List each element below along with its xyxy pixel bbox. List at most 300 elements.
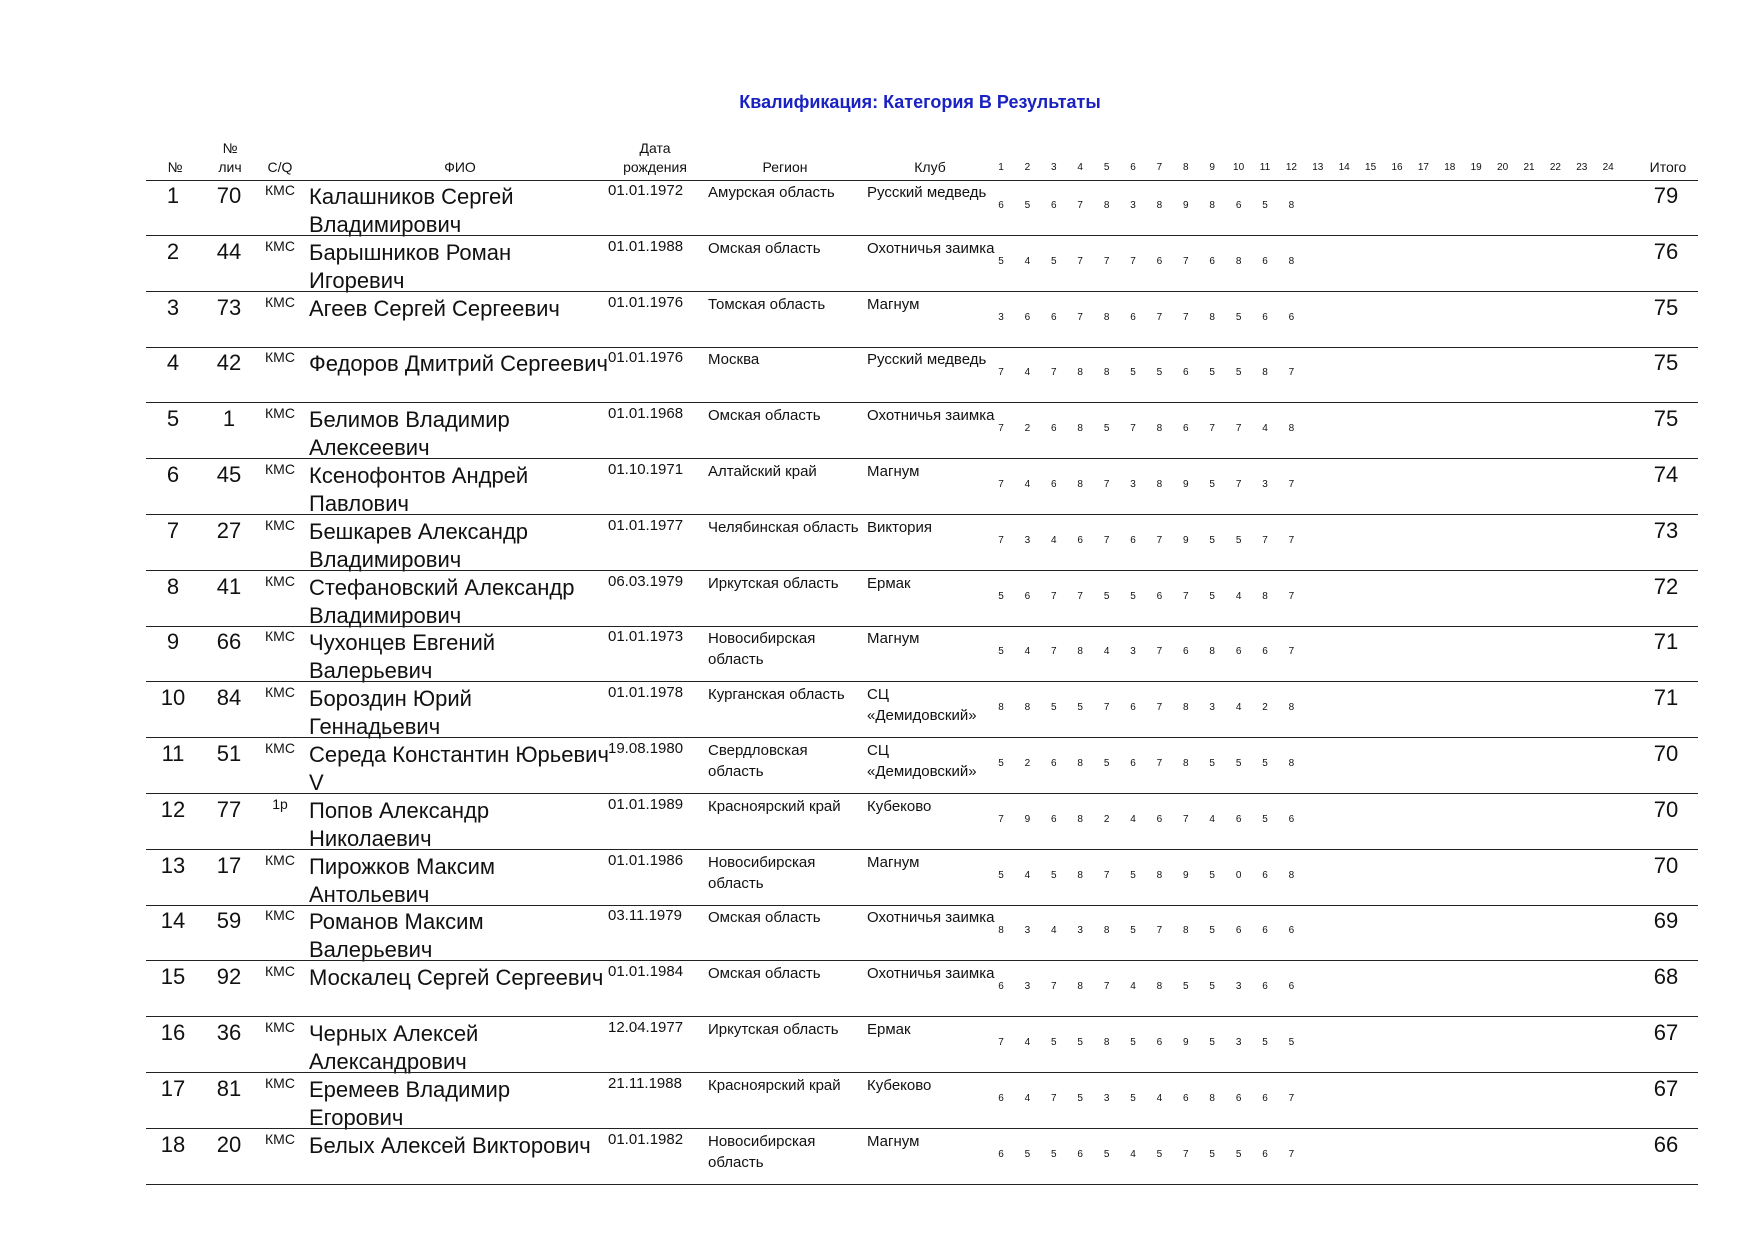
round-score: 5 bbox=[1077, 702, 1083, 714]
round-score: 2 bbox=[1262, 702, 1268, 714]
category-cell: КМС bbox=[265, 1074, 295, 1091]
round-score: 6 bbox=[998, 1092, 1004, 1104]
table-row bbox=[0, 682, 1755, 740]
round-score: 5 bbox=[1024, 1148, 1031, 1160]
header-round: 10 bbox=[1233, 162, 1245, 173]
round-score: 7 bbox=[1183, 813, 1189, 825]
place-cell: 17 bbox=[160, 1075, 186, 1101]
total-cell: 66 bbox=[1653, 1131, 1679, 1157]
round-score: 5 bbox=[1262, 1037, 1268, 1048]
header-round: 23 bbox=[1576, 162, 1588, 173]
round-score: 8 bbox=[1288, 200, 1295, 211]
birthdate-cell: 01.01.1968 bbox=[608, 405, 684, 423]
round-score: 7 bbox=[998, 534, 1004, 546]
header-round: 8 bbox=[1183, 162, 1189, 173]
round-score: 6 bbox=[1235, 1092, 1242, 1104]
license-cell: 81 bbox=[216, 1075, 242, 1101]
header-round: 2 bbox=[1024, 162, 1031, 173]
header-round: 19 bbox=[1470, 162, 1482, 173]
club-cell: Ермак bbox=[867, 1021, 911, 1038]
name-cell: Федоров Дмитрий Сергеевич bbox=[309, 351, 608, 377]
round-score: 5 bbox=[1051, 255, 1057, 267]
round-score: 5 bbox=[1262, 200, 1268, 211]
club-cell: СЦ «Демидовский» bbox=[867, 742, 977, 780]
category-cell: КМС bbox=[265, 182, 295, 198]
total-cell: 70 bbox=[1653, 796, 1679, 822]
license-cell: 44 bbox=[216, 238, 242, 264]
round-score: 6 bbox=[998, 981, 1004, 993]
header-round: 5 bbox=[1103, 162, 1110, 173]
round-score: 6 bbox=[1051, 479, 1057, 490]
round-score: 4 bbox=[1130, 1148, 1136, 1160]
round-score: 5 bbox=[1130, 1092, 1136, 1104]
header-round: 20 bbox=[1497, 162, 1509, 173]
round-score: 8 bbox=[1077, 367, 1083, 379]
header-round: 21 bbox=[1523, 162, 1535, 173]
round-score: 5 bbox=[1209, 925, 1215, 937]
region-cell: Красноярский край bbox=[708, 797, 841, 815]
total-cell: 75 bbox=[1653, 294, 1679, 320]
round-score: 6 bbox=[1235, 925, 1242, 937]
round-score: 7 bbox=[1183, 590, 1189, 602]
place-cell: 10 bbox=[160, 685, 186, 711]
round-score: 8 bbox=[1235, 255, 1242, 267]
round-score: 5 bbox=[1051, 702, 1057, 714]
round-score: 3 bbox=[1235, 981, 1242, 993]
round-score: 8 bbox=[1156, 479, 1163, 490]
round-score: 5 bbox=[1156, 367, 1163, 379]
category-cell: КМС bbox=[265, 740, 295, 756]
license-cell: 41 bbox=[216, 573, 242, 599]
name-cell: Белых Алексей Викторович bbox=[309, 1132, 591, 1158]
total-cell: 67 bbox=[1653, 1075, 1679, 1101]
round-score: 5 bbox=[1209, 869, 1215, 881]
total-cell: 75 bbox=[1653, 406, 1679, 432]
round-score: 7 bbox=[1183, 311, 1189, 323]
round-score: 8 bbox=[1209, 200, 1215, 211]
header-round: 12 bbox=[1285, 162, 1297, 173]
round-score: 3 bbox=[1024, 925, 1031, 937]
round-score: 5 bbox=[1051, 1037, 1057, 1048]
round-score: 5 bbox=[998, 590, 1004, 602]
round-score: 6 bbox=[1262, 981, 1268, 993]
license-cell: 84 bbox=[216, 685, 242, 711]
header-round: 4 bbox=[1077, 162, 1083, 173]
round-score: 4 bbox=[1235, 702, 1242, 714]
name-cell: Черных Алексей Александрович bbox=[309, 1021, 479, 1074]
round-score: 9 bbox=[1183, 1037, 1189, 1048]
round-score: 4 bbox=[1024, 1037, 1031, 1048]
row-divider bbox=[146, 1184, 1698, 1185]
birthdate-cell: 12.04.1977 bbox=[608, 1019, 684, 1036]
place-cell: 7 bbox=[166, 517, 180, 543]
round-score: 7 bbox=[1051, 590, 1057, 602]
birthdate-cell: 19.08.1980 bbox=[608, 740, 684, 757]
header-round: 17 bbox=[1417, 162, 1429, 173]
club-cell: Магнум bbox=[867, 1132, 920, 1150]
place-cell: 9 bbox=[166, 629, 180, 655]
category-cell: 1р bbox=[272, 795, 288, 812]
round-score: 6 bbox=[1183, 367, 1189, 379]
round-score: 8 bbox=[1183, 925, 1189, 937]
category-cell: КМС bbox=[265, 628, 295, 645]
total-cell: 70 bbox=[1653, 852, 1679, 878]
birthdate-cell: 03.11.1979 bbox=[608, 907, 682, 925]
round-score: 5 bbox=[1235, 1148, 1242, 1160]
table-row bbox=[0, 905, 1755, 963]
round-score: 6 bbox=[1262, 1092, 1268, 1104]
region-cell: Курганская область bbox=[708, 686, 845, 704]
license-cell: 45 bbox=[216, 462, 242, 487]
round-score: 3 bbox=[1024, 534, 1031, 546]
round-score: 7 bbox=[1077, 311, 1083, 323]
club-cell: Охотничья заимка bbox=[867, 909, 995, 927]
category-cell: КМС bbox=[265, 907, 295, 924]
birthdate-cell: 01.10.1971 bbox=[608, 461, 684, 478]
round-score: 8 bbox=[1156, 869, 1163, 881]
header-num: № bbox=[167, 159, 183, 175]
club-cell: Охотничья заимка bbox=[867, 239, 995, 257]
round-score: 5 bbox=[998, 646, 1004, 658]
round-score: 5 bbox=[1130, 925, 1136, 937]
table-row bbox=[0, 515, 1755, 570]
round-score: 9 bbox=[1024, 813, 1031, 825]
total-cell: 76 bbox=[1653, 238, 1679, 264]
round-score: 8 bbox=[1156, 981, 1163, 993]
round-score: 8 bbox=[1024, 702, 1031, 714]
round-score: 5 bbox=[1156, 1148, 1163, 1160]
name-cell: Попов Александр Николаевич bbox=[309, 797, 490, 851]
round-score: 6 bbox=[998, 200, 1004, 211]
region-cell: Томская область bbox=[708, 295, 826, 313]
round-score: 6 bbox=[1262, 925, 1268, 937]
round-score: 8 bbox=[998, 702, 1004, 714]
header-round: 24 bbox=[1602, 162, 1614, 173]
round-score: 6 bbox=[1130, 758, 1136, 769]
club-cell: Кубеково bbox=[867, 1076, 932, 1094]
round-score: 6 bbox=[1262, 1148, 1268, 1160]
category-cell: КМС bbox=[265, 237, 295, 254]
round-score: 7 bbox=[1051, 646, 1057, 658]
club-cell: Ермак bbox=[867, 574, 911, 592]
round-score: 7 bbox=[1103, 869, 1110, 881]
birthdate-cell: 01.01.1986 bbox=[608, 851, 684, 869]
round-score: 8 bbox=[1262, 590, 1268, 602]
round-score: 7 bbox=[998, 1037, 1004, 1048]
region-cell: Москва bbox=[708, 351, 760, 369]
round-score: 6 bbox=[1051, 311, 1057, 323]
region-cell: Красноярский край bbox=[708, 1076, 841, 1094]
birthdate-cell: 01.01.1973 bbox=[608, 628, 684, 646]
round-score: 7 bbox=[1051, 367, 1057, 379]
round-score: 5 bbox=[1183, 981, 1189, 993]
round-score: 5 bbox=[1288, 1037, 1295, 1048]
category-cell: КМС bbox=[265, 461, 295, 477]
round-score: 5 bbox=[1209, 1148, 1215, 1160]
round-score: 4 bbox=[1024, 869, 1031, 881]
header-round: 11 bbox=[1259, 162, 1271, 173]
place-cell: 2 bbox=[166, 238, 180, 264]
round-score: 4 bbox=[1024, 646, 1031, 658]
license-cell: 92 bbox=[216, 964, 242, 990]
round-score: 6 bbox=[1262, 646, 1268, 658]
category-cell: КМС bbox=[265, 1130, 295, 1147]
round-score: 8 bbox=[1077, 869, 1083, 881]
round-score: 6 bbox=[1209, 255, 1215, 267]
round-score: 3 bbox=[1130, 479, 1136, 490]
total-cell: 69 bbox=[1653, 908, 1679, 934]
round-score: 7 bbox=[998, 423, 1004, 435]
round-score: 7 bbox=[1156, 646, 1163, 658]
region-cell: Омская область bbox=[708, 239, 821, 257]
round-score: 4 bbox=[1209, 813, 1215, 825]
round-score: 8 bbox=[1183, 758, 1189, 769]
round-score: 7 bbox=[1103, 534, 1110, 546]
round-score: 8 bbox=[1209, 646, 1215, 658]
header-round: 6 bbox=[1130, 162, 1136, 173]
round-score: 5 bbox=[1209, 479, 1215, 490]
place-cell: 16 bbox=[160, 1020, 186, 1045]
round-score: 8 bbox=[998, 925, 1004, 937]
round-score: 7 bbox=[1288, 1148, 1295, 1160]
round-score: 7 bbox=[1130, 423, 1136, 435]
round-score: 5 bbox=[1209, 758, 1215, 769]
round-score: 2 bbox=[1024, 758, 1031, 769]
header-cat: C/Q bbox=[267, 159, 293, 175]
name-cell: Чухонцев Евгений Валерьевич bbox=[309, 630, 496, 684]
round-score: 5 bbox=[998, 255, 1004, 267]
round-score: 8 bbox=[1156, 423, 1163, 435]
place-cell: 8 bbox=[166, 573, 180, 599]
round-score: 4 bbox=[1235, 590, 1242, 602]
total-cell: 71 bbox=[1653, 685, 1679, 711]
header-total: Итого bbox=[1649, 159, 1687, 175]
round-score: 5 bbox=[1103, 758, 1110, 769]
round-score: 6 bbox=[1288, 981, 1295, 993]
round-score: 8 bbox=[1103, 1037, 1110, 1048]
round-score: 6 bbox=[1288, 813, 1295, 825]
round-score: 3 bbox=[998, 311, 1004, 323]
round-score: 9 bbox=[1183, 869, 1189, 881]
round-score: 6 bbox=[1262, 255, 1268, 267]
license-cell: 27 bbox=[216, 517, 242, 543]
round-score: 5 bbox=[1209, 590, 1215, 602]
round-score: 4 bbox=[1024, 1092, 1031, 1104]
round-score: 5 bbox=[1051, 1148, 1057, 1160]
round-score: 4 bbox=[1024, 367, 1031, 379]
round-score: 4 bbox=[1156, 1092, 1163, 1104]
header-round: 9 bbox=[1209, 162, 1215, 173]
category-cell: КМС bbox=[265, 405, 295, 422]
round-score: 8 bbox=[1103, 367, 1110, 379]
birthdate-cell: 01.01.1984 bbox=[608, 963, 684, 981]
club-cell: Русский медведь bbox=[867, 184, 987, 201]
round-score: 6 bbox=[1130, 534, 1136, 546]
round-score: 6 bbox=[1288, 311, 1295, 323]
round-score: 5 bbox=[1051, 869, 1057, 881]
round-score: 6 bbox=[1051, 813, 1057, 825]
table-row bbox=[0, 292, 1755, 347]
round-score: 9 bbox=[1183, 200, 1189, 211]
round-score: 5 bbox=[1130, 869, 1136, 881]
round-score: 5 bbox=[998, 758, 1004, 769]
round-score: 5 bbox=[1209, 534, 1215, 546]
table-row bbox=[0, 571, 1755, 626]
round-score: 5 bbox=[1235, 534, 1242, 546]
round-score: 8 bbox=[1077, 646, 1083, 658]
round-score: 7 bbox=[1051, 1092, 1057, 1104]
place-cell: 4 bbox=[166, 350, 180, 376]
table-row bbox=[0, 738, 1755, 793]
birthdate-cell: 01.01.1976 bbox=[608, 349, 684, 367]
round-score: 7 bbox=[1183, 1148, 1189, 1160]
round-score: 5 bbox=[1130, 1037, 1136, 1048]
region-cell: Свердловская область bbox=[708, 742, 808, 780]
round-score: 5 bbox=[1077, 1037, 1083, 1048]
region-cell: Амурская область bbox=[708, 184, 835, 201]
club-cell: Русский медведь bbox=[867, 351, 987, 369]
round-score: 7 bbox=[1103, 702, 1110, 714]
table-row bbox=[0, 626, 1755, 684]
license-cell: 17 bbox=[216, 852, 242, 878]
round-score: 5 bbox=[1235, 311, 1242, 323]
round-score: 7 bbox=[1288, 590, 1295, 602]
round-score: 5 bbox=[1209, 1037, 1215, 1048]
round-score: 7 bbox=[998, 479, 1004, 490]
birthdate-cell: 01.01.1982 bbox=[608, 1130, 684, 1148]
header-dob-bottom: рождения bbox=[623, 159, 687, 175]
club-cell: Магнум bbox=[867, 463, 920, 480]
region-cell: Иркутская область bbox=[708, 1021, 839, 1038]
round-score: 3 bbox=[1103, 1092, 1110, 1104]
club-cell: Кубеково bbox=[867, 797, 932, 815]
header-round: 3 bbox=[1051, 162, 1057, 173]
round-score: 6 bbox=[1156, 590, 1163, 602]
birthdate-cell: 21.11.1988 bbox=[608, 1074, 682, 1092]
round-score: 5 bbox=[1209, 981, 1215, 993]
table-row bbox=[0, 1017, 1755, 1072]
table-row bbox=[0, 961, 1755, 1016]
header-round: 14 bbox=[1338, 162, 1350, 173]
total-cell: 67 bbox=[1653, 1020, 1679, 1045]
birthdate-cell: 01.01.1978 bbox=[608, 684, 684, 702]
round-score: 6 bbox=[1262, 311, 1268, 323]
birthdate-cell: 01.01.1988 bbox=[608, 237, 684, 255]
round-score: 7 bbox=[1288, 534, 1295, 546]
place-cell: 12 bbox=[160, 796, 186, 822]
round-score: 8 bbox=[1077, 479, 1083, 490]
round-score: 8 bbox=[1103, 311, 1110, 323]
round-score: 7 bbox=[1077, 200, 1083, 211]
birthdate-cell: 01.01.1976 bbox=[608, 293, 684, 311]
round-score: 3 bbox=[1130, 200, 1136, 211]
round-score: 8 bbox=[1103, 925, 1110, 937]
round-score: 6 bbox=[1235, 200, 1242, 211]
round-score: 6 bbox=[1156, 813, 1163, 825]
region-cell: Омская область bbox=[708, 965, 821, 983]
round-score: 7 bbox=[1051, 981, 1057, 993]
table-row bbox=[0, 236, 1755, 291]
header-round: 22 bbox=[1549, 162, 1561, 173]
club-cell: Охотничья заимка bbox=[867, 407, 995, 425]
round-score: 8 bbox=[1077, 758, 1083, 769]
name-cell: Ксенофонтов Андрей Павлович bbox=[309, 463, 529, 516]
category-cell: КМС bbox=[265, 349, 295, 366]
round-score: 8 bbox=[1183, 702, 1189, 714]
round-score: 4 bbox=[1024, 479, 1031, 490]
round-score: 6 bbox=[1288, 925, 1295, 937]
place-cell: 18 bbox=[160, 1131, 186, 1157]
round-score: 7 bbox=[1209, 423, 1215, 435]
table-row bbox=[0, 403, 1755, 461]
club-cell: Охотничья заимка bbox=[867, 965, 995, 983]
round-score: 5 bbox=[1130, 590, 1136, 602]
round-score: 6 bbox=[1077, 1148, 1083, 1160]
place-cell: 3 bbox=[166, 294, 180, 320]
license-cell: 20 bbox=[216, 1131, 242, 1157]
name-cell: Белимов Владимир Алексеевич bbox=[309, 407, 510, 461]
place-cell: 1 bbox=[166, 183, 180, 208]
round-score: 7 bbox=[1156, 534, 1163, 546]
round-score: 8 bbox=[1209, 311, 1215, 323]
round-score: 5 bbox=[1024, 200, 1031, 211]
header-round: 16 bbox=[1391, 162, 1403, 173]
round-score: 7 bbox=[1288, 646, 1295, 658]
table-row bbox=[0, 1073, 1755, 1128]
name-cell: Бешкарев Александр Владимирович bbox=[309, 518, 529, 572]
name-cell: Калашников Сергей Владимирович bbox=[309, 184, 514, 237]
round-score: 4 bbox=[1051, 534, 1057, 546]
table-row bbox=[0, 459, 1755, 514]
round-score: 6 bbox=[1130, 311, 1136, 323]
round-score: 8 bbox=[1077, 813, 1083, 825]
round-score: 7 bbox=[1156, 758, 1163, 769]
round-score: 5 bbox=[1103, 590, 1110, 602]
round-score: 7 bbox=[1262, 534, 1268, 546]
round-score: 8 bbox=[1156, 200, 1163, 211]
total-cell: 72 bbox=[1653, 573, 1679, 599]
round-score: 8 bbox=[1288, 702, 1295, 714]
license-cell: 1 bbox=[222, 406, 236, 432]
region-cell: Новосибирская область bbox=[708, 630, 816, 669]
category-cell: КМС bbox=[265, 963, 295, 980]
round-score: 3 bbox=[1130, 646, 1136, 658]
round-score: 3 bbox=[1209, 702, 1215, 714]
round-score: 8 bbox=[1077, 423, 1083, 435]
round-score: 8 bbox=[1288, 423, 1295, 435]
round-score: 5 bbox=[1077, 1092, 1083, 1104]
license-cell: 59 bbox=[216, 908, 242, 934]
round-score: 9 bbox=[1183, 479, 1189, 490]
total-cell: 70 bbox=[1653, 741, 1679, 766]
round-score: 7 bbox=[1288, 479, 1295, 490]
name-cell: Агеев Сергей Сергеевич bbox=[309, 295, 560, 321]
round-score: 6 bbox=[1130, 702, 1136, 714]
round-score: 6 bbox=[1156, 1037, 1163, 1048]
round-score: 5 bbox=[1235, 758, 1242, 769]
name-cell: Середа Константин Юрьевич V bbox=[309, 742, 609, 795]
table-row bbox=[0, 850, 1755, 905]
round-score: 0 bbox=[1235, 869, 1242, 881]
license-cell: 66 bbox=[216, 629, 242, 655]
total-cell: 79 bbox=[1653, 183, 1679, 208]
round-score: 7 bbox=[1077, 255, 1083, 267]
round-score: 3 bbox=[1077, 925, 1083, 937]
page-title: Квалификация: Категория B Результаты bbox=[739, 92, 1101, 112]
round-score: 5 bbox=[1130, 367, 1136, 379]
club-cell: Виктория bbox=[867, 518, 933, 536]
birthdate-cell: 01.01.1989 bbox=[608, 795, 684, 813]
